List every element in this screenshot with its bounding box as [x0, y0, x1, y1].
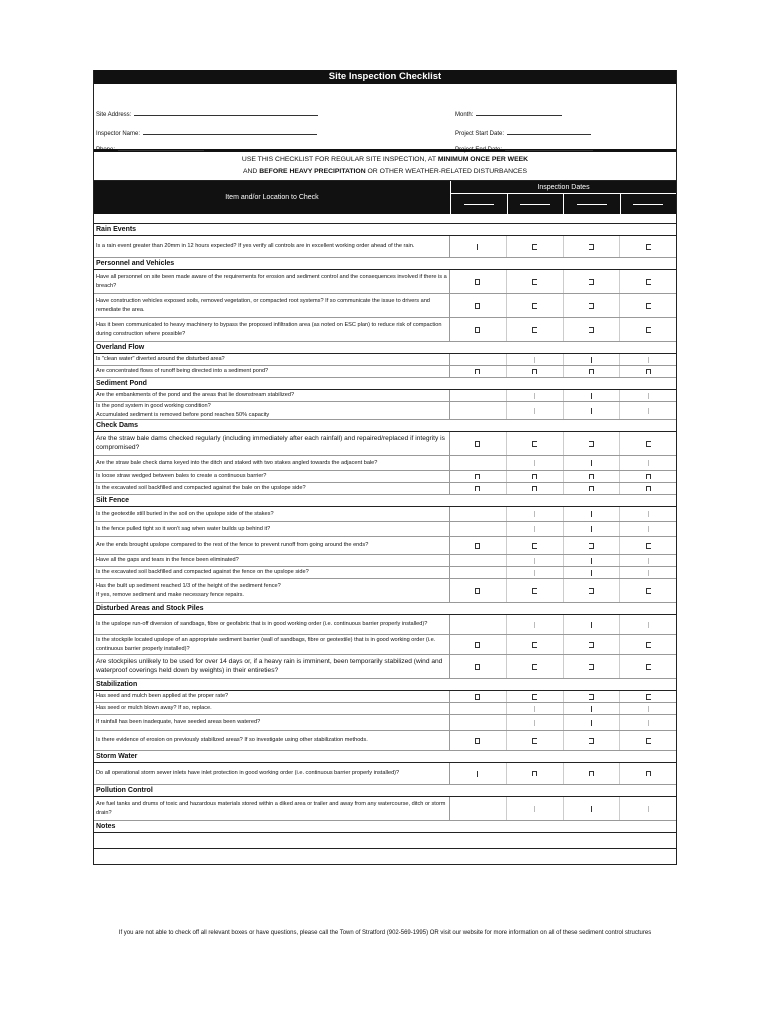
checkbox-mark	[532, 771, 537, 776]
project-end-field[interactable]: Project End Date:	[455, 145, 593, 153]
check-cell-3[interactable]	[564, 456, 621, 470]
checklist-question: Is "clean water" diverted around the disturbed area?	[94, 354, 450, 365]
project-start-field[interactable]: Project Start Date:	[455, 129, 591, 137]
check-cell-2[interactable]	[507, 318, 564, 341]
date-column-3[interactable]	[563, 194, 620, 214]
check-cell-1[interactable]	[450, 715, 507, 730]
check-cell-2[interactable]	[507, 731, 564, 750]
checkbox-mark	[589, 642, 594, 648]
checklist-row	[94, 270, 676, 294]
checklist-row	[94, 390, 676, 402]
checkbox-mark	[591, 570, 592, 576]
check-cell-1[interactable]	[450, 763, 507, 784]
checkbox-mark	[475, 474, 480, 479]
check-cell-4[interactable]	[620, 471, 676, 482]
check-cell-4[interactable]	[620, 432, 676, 455]
checkbox-mark	[646, 303, 651, 309]
check-cell-1[interactable]	[450, 456, 507, 470]
check-cell-4[interactable]	[620, 555, 676, 566]
checkbox-mark	[589, 664, 594, 670]
check-cell-4[interactable]	[620, 522, 676, 536]
checklist-question: Are stockpiles unlikely to be used for over 14 days or, if a heavy rain is imminent, been temporarily stabilized (wind and waterproof coverings held down by weights) in their entireties?	[94, 655, 450, 678]
checklist-row	[94, 354, 676, 366]
checkbox-mark	[648, 558, 649, 564]
checklist-row	[94, 635, 676, 655]
check-cell-3[interactable]	[564, 432, 621, 455]
section-heading: Pollution Control	[94, 785, 676, 797]
checkbox-mark	[646, 543, 651, 549]
check-cell-2[interactable]	[507, 366, 564, 377]
check-cell-3[interactable]	[564, 294, 621, 317]
checklist-question: Is the upslope run-off diversion of sandbags, fibre or geofabric that is in good working order (i.e. continuous barrier properly installed)?	[94, 615, 450, 634]
checklist-question: Is the excavated soil backfilled and compacted against the fence on the upslope side?	[94, 567, 450, 578]
check-cell-2[interactable]	[507, 432, 564, 455]
checklist-row	[94, 579, 676, 603]
checklist-question: Are the straw bale dams checked regularly (including immediately after each rainfall) and repaired/replaced if integrity is compromised?	[94, 432, 450, 455]
checkbox-mark	[534, 622, 535, 628]
check-cell-3[interactable]	[564, 366, 621, 377]
checkbox-mark	[534, 706, 535, 712]
check-cell-1[interactable]	[450, 703, 507, 714]
check-cell-2[interactable]	[507, 537, 564, 554]
checklist-row	[94, 763, 676, 785]
checklist-row	[94, 537, 676, 555]
checklist-question: Have all personnel on site been made aware of the requirements for erosion and sediment control and the consequences involved if there is a breach?	[94, 270, 450, 293]
checkbox-mark	[591, 622, 592, 628]
checkbox-mark	[589, 441, 594, 447]
checklist-body	[94, 224, 676, 821]
check-cell-2[interactable]	[507, 763, 564, 784]
checklist-row	[94, 318, 676, 342]
checkbox-mark	[648, 570, 649, 576]
checkbox-mark	[646, 327, 651, 333]
checkbox-mark	[591, 706, 592, 712]
check-cell-2[interactable]	[507, 483, 564, 494]
checkbox-mark	[648, 806, 649, 812]
checkbox-mark	[475, 327, 480, 333]
check-cell-4[interactable]	[620, 294, 676, 317]
check-cell-4[interactable]	[620, 797, 676, 820]
checkbox-mark	[646, 486, 651, 491]
checkbox-mark	[648, 526, 649, 532]
check-cell-4[interactable]	[620, 579, 676, 602]
checkbox-mark	[589, 327, 594, 333]
checklist-row	[94, 703, 676, 715]
checklist-question: Is there evidence of erosion on previously stabilized areas? If so investigate using other stabilization methods.	[94, 731, 450, 750]
checkbox-mark	[532, 327, 537, 333]
checklist-row	[94, 402, 676, 420]
section-heading: Sediment Pond	[94, 378, 676, 390]
check-cell-3[interactable]	[564, 522, 621, 536]
section-heading: Disturbed Areas and Stock Piles	[94, 603, 676, 615]
checkbox-mark	[646, 664, 651, 670]
checkbox-mark	[532, 486, 537, 491]
check-cell-3[interactable]	[564, 763, 621, 784]
check-cell-1[interactable]	[450, 318, 507, 341]
check-cell-3[interactable]	[564, 797, 621, 820]
checklist-question: If rainfall has been inadequate, have seeded areas been watered?	[94, 715, 450, 730]
checkbox-mark	[532, 694, 537, 700]
checklist-question: Is the stockpile located upslope of an appropriate sediment barrier (wall of sandbags, fibre or geotextile) that is in good working order (i.e. continuous barrier properly installed)?	[94, 635, 450, 654]
check-cell-3[interactable]	[564, 270, 621, 293]
checkbox-mark	[534, 357, 535, 363]
checklist-row	[94, 483, 676, 495]
checklist-question: Has seed and mulch been applied at the proper rate?	[94, 691, 450, 702]
checkbox-mark	[532, 441, 537, 447]
checklist-row	[94, 366, 676, 378]
checkbox-mark	[591, 806, 592, 812]
page-title: Site Inspection Checklist	[94, 70, 676, 84]
check-cell-2[interactable]	[507, 615, 564, 634]
checklist-question: Are the ends brought upslope compared to the rest of the fence to prevent runoff from going around the ends?	[94, 537, 450, 554]
checklist-question: Do all operational storm sewer inlets have inlet protection in good working order (i.e. continuous barrier properly installed)?	[94, 763, 450, 784]
check-cell-2[interactable]	[507, 456, 564, 470]
check-cell-2[interactable]	[507, 354, 564, 365]
checkbox-mark	[534, 558, 535, 564]
check-cell-3[interactable]	[564, 567, 621, 578]
checkbox-mark	[591, 720, 592, 726]
checkbox-mark	[648, 357, 649, 363]
check-cell-2[interactable]	[507, 691, 564, 702]
checklist-question: Have construction vehicles exposed soils, removed vegetation, or compacted root systems? If so communicate the issue to drivers and remediate the area.	[94, 294, 450, 317]
check-cell-3[interactable]	[564, 655, 621, 678]
date-column-4[interactable]	[620, 194, 677, 214]
checkbox-mark	[646, 642, 651, 648]
checkbox-mark	[475, 369, 480, 374]
checkbox-mark	[534, 526, 535, 532]
checkbox-mark	[532, 369, 537, 374]
checklist-row	[94, 471, 676, 483]
check-cell-2[interactable]	[507, 507, 564, 521]
section-heading: Stabilization	[94, 679, 676, 691]
checklist-question: Is the pond system in good working condition? Accumulated sediment is removed before pond reaches 50% capacity	[94, 402, 450, 419]
date-column-2[interactable]	[507, 194, 564, 214]
checkbox-mark	[591, 408, 592, 414]
check-cell-2[interactable]	[507, 655, 564, 678]
check-cell-3[interactable]	[564, 390, 621, 401]
check-cell-1[interactable]	[450, 294, 507, 317]
check-cell-3[interactable]	[564, 555, 621, 566]
check-cell-4[interactable]	[620, 456, 676, 470]
checklist-row	[94, 731, 676, 751]
check-cell-3[interactable]	[564, 703, 621, 714]
checkbox-mark	[475, 543, 480, 549]
check-cell-1[interactable]	[450, 615, 507, 634]
check-cell-1[interactable]	[450, 432, 507, 455]
date-column-1[interactable]	[450, 194, 507, 214]
check-cell-1[interactable]	[450, 236, 507, 257]
check-cell-4[interactable]	[620, 691, 676, 702]
check-cell-3[interactable]	[564, 691, 621, 702]
checkbox-mark	[646, 474, 651, 479]
check-cell-3[interactable]	[564, 354, 621, 365]
check-cell-4[interactable]	[620, 537, 676, 554]
check-cell-4[interactable]	[620, 402, 676, 419]
checkbox-mark	[646, 588, 651, 594]
check-cell-4[interactable]	[620, 703, 676, 714]
checklist-sheet	[93, 70, 677, 865]
checkbox-mark	[477, 244, 478, 250]
check-cell-1[interactable]	[450, 390, 507, 401]
checkbox-mark	[648, 720, 649, 726]
check-cell-2[interactable]	[507, 522, 564, 536]
check-cell-3[interactable]	[564, 318, 621, 341]
check-cell-4[interactable]	[620, 731, 676, 750]
checklist-question: Is the excavated soil backfilled and compacted against the bale on the upslope side?	[94, 483, 450, 494]
checkbox-mark	[646, 369, 651, 374]
check-cell-1[interactable]	[450, 537, 507, 554]
checklist-row	[94, 715, 676, 731]
checkbox-mark	[646, 244, 651, 250]
checklist-question: Are concentrated flows of runoff being directed into a sediment pond?	[94, 366, 450, 377]
checklist-row	[94, 294, 676, 318]
check-cell-4[interactable]	[620, 635, 676, 654]
checklist-question: Are the straw bale check dams keyed into the ditch and staked with two stakes angled towards the adjacent bale?	[94, 456, 450, 470]
checkbox-mark	[648, 706, 649, 712]
check-cell-4[interactable]	[620, 270, 676, 293]
checklist-row	[94, 555, 676, 567]
check-cell-1[interactable]	[450, 555, 507, 566]
check-cell-1[interactable]	[450, 522, 507, 536]
checkbox-mark	[532, 303, 537, 309]
check-cell-4[interactable]	[620, 236, 676, 257]
check-cell-4[interactable]	[620, 390, 676, 401]
check-cell-2[interactable]	[507, 294, 564, 317]
checkbox-mark	[589, 474, 594, 479]
check-cell-2[interactable]	[507, 797, 564, 820]
checkbox-mark	[589, 543, 594, 549]
check-cell-4[interactable]	[620, 655, 676, 678]
check-cell-2[interactable]	[507, 390, 564, 401]
check-cell-4[interactable]	[620, 567, 676, 578]
check-cell-3[interactable]	[564, 635, 621, 654]
checkbox-mark	[589, 244, 594, 250]
check-cell-2[interactable]	[507, 402, 564, 419]
checkbox-mark	[591, 558, 592, 564]
checkbox-mark	[475, 441, 480, 447]
check-cell-1[interactable]	[450, 797, 507, 820]
checkbox-mark	[589, 369, 594, 374]
checklist-row	[94, 797, 676, 821]
check-cell-1[interactable]	[450, 731, 507, 750]
checkbox-mark	[589, 694, 594, 700]
check-cell-2[interactable]	[507, 555, 564, 566]
checkbox-mark	[646, 694, 651, 700]
checkbox-mark	[532, 738, 537, 744]
checklist-question: Is the fence pulled tight so it won't sag when water builds up behind it?	[94, 522, 450, 536]
section-heading: Personnel and Vehicles	[94, 258, 676, 270]
check-cell-4[interactable]	[620, 507, 676, 521]
checkbox-mark	[648, 460, 649, 466]
checklist-row	[94, 236, 676, 258]
checkbox-mark	[475, 664, 480, 670]
check-cell-3[interactable]	[564, 483, 621, 494]
checkbox-mark	[589, 771, 594, 776]
checklist-question: Are the embankments of the pond and the areas that lie downstream stabilized?	[94, 390, 450, 401]
checkbox-mark	[591, 511, 592, 517]
checkbox-mark	[475, 738, 480, 744]
check-cell-3[interactable]	[564, 731, 621, 750]
section-heading: Overland Flow	[94, 342, 676, 354]
check-cell-4[interactable]	[620, 715, 676, 730]
check-cell-3[interactable]	[564, 236, 621, 257]
notes-heading: Notes	[94, 821, 676, 833]
checklist-row	[94, 615, 676, 635]
check-cell-3[interactable]	[564, 615, 621, 634]
check-cell-2[interactable]	[507, 270, 564, 293]
check-cell-1[interactable]	[450, 471, 507, 482]
checkbox-mark	[591, 460, 592, 466]
check-cell-1[interactable]	[450, 507, 507, 521]
checkbox-mark	[591, 393, 592, 399]
checkbox-mark	[532, 642, 537, 648]
check-cell-2[interactable]	[507, 715, 564, 730]
checkbox-mark	[589, 486, 594, 491]
checkbox-mark	[646, 771, 651, 776]
checkbox-mark	[648, 393, 649, 399]
phone-field[interactable]: Phone:	[96, 145, 204, 153]
check-cell-1[interactable]	[450, 402, 507, 419]
checkbox-mark	[648, 511, 649, 517]
check-cell-3[interactable]	[564, 537, 621, 554]
checklist-question: Is a rain event greater than 20mm in 12 hours expected? If yes verify all controls are in excellent working order ahead of the rain.	[94, 236, 450, 257]
info-block	[94, 84, 676, 152]
checklist-question: Are fuel tanks and drums of toxic and hazardous materials stored within a diked area or trailer and away from any watercourse, ditch or storm drain?	[94, 797, 450, 820]
checklist-question: Has seed or mulch blown away? If so, replace.	[94, 703, 450, 714]
check-cell-4[interactable]	[620, 615, 676, 634]
checklist-question: Has the built up sediment reached 1/3 of the height of the sediment fence? If yes, remove sediment and make necessary fence repairs.	[94, 579, 450, 602]
check-cell-4[interactable]	[620, 366, 676, 377]
check-cell-3[interactable]	[564, 507, 621, 521]
check-cell-1[interactable]	[450, 270, 507, 293]
item-column-header: Item and/or Location to Check	[225, 194, 319, 201]
check-cell-2[interactable]	[507, 567, 564, 578]
checkbox-mark	[532, 474, 537, 479]
checkbox-mark	[475, 303, 480, 309]
checklist-row	[94, 522, 676, 537]
checkbox-mark	[475, 588, 480, 594]
check-cell-4[interactable]	[620, 318, 676, 341]
checkbox-mark	[534, 460, 535, 466]
check-cell-2[interactable]	[507, 471, 564, 482]
checkbox-mark	[591, 357, 592, 363]
checklist-row	[94, 432, 676, 456]
checkbox-mark	[475, 642, 480, 648]
checklist-question: Is the geotextile still buried in the soil on the upslope side of the stakes?	[94, 507, 450, 521]
checkbox-mark	[534, 570, 535, 576]
check-cell-4[interactable]	[620, 763, 676, 784]
checkbox-mark	[646, 279, 651, 285]
checkbox-mark	[589, 303, 594, 309]
checkbox-mark	[475, 279, 480, 285]
checklist-question: Is loose straw wedged between bales to create a continuous barrier?	[94, 471, 450, 482]
checkbox-mark	[534, 720, 535, 726]
check-cell-2[interactable]	[507, 236, 564, 257]
inspector-name-field[interactable]: Inspector Name:	[96, 129, 317, 137]
check-cell-3[interactable]	[564, 402, 621, 419]
check-cell-1[interactable]	[450, 354, 507, 365]
checkbox-mark	[532, 588, 537, 594]
checkbox-mark	[477, 771, 478, 777]
section-heading: Silt Fence	[94, 495, 676, 507]
table-header	[94, 181, 676, 214]
check-cell-3[interactable]	[564, 471, 621, 482]
month-field[interactable]: Month:	[455, 110, 562, 118]
checklist-row	[94, 507, 676, 522]
checkbox-mark	[532, 664, 537, 670]
checklist-row	[94, 567, 676, 579]
footer-note: If you are not able to check off all relevant boxes or have questions, please call the Town of Stratford (902-569-1995) OR visit our website for more information on all of these sediment control structures	[118, 930, 652, 936]
check-cell-2[interactable]	[507, 703, 564, 714]
check-cell-1[interactable]	[450, 691, 507, 702]
checklist-question: Has it been communicated to heavy machinery to bypass the proposed infiltration area (as noted on ESC plan) to reduce risk of compaction during construction where possible?	[94, 318, 450, 341]
check-cell-1[interactable]	[450, 567, 507, 578]
checkbox-mark	[475, 486, 480, 491]
section-heading: Storm Water	[94, 751, 676, 763]
checkbox-mark	[646, 738, 651, 744]
section-heading: Rain Events	[94, 224, 676, 236]
checkbox-mark	[534, 408, 535, 414]
inspection-dates-header: Inspection Dates	[450, 181, 676, 194]
check-cell-1[interactable]	[450, 483, 507, 494]
notes-area[interactable]	[94, 833, 676, 865]
check-cell-1[interactable]	[450, 366, 507, 377]
check-cell-4[interactable]	[620, 483, 676, 494]
check-cell-1[interactable]	[450, 635, 507, 654]
checkbox-mark	[589, 279, 594, 285]
checklist-row	[94, 691, 676, 703]
section-heading: Check Dams	[94, 420, 676, 432]
checkbox-mark	[648, 622, 649, 628]
check-cell-2[interactable]	[507, 635, 564, 654]
checkbox-mark	[532, 244, 537, 250]
checklist-question: Have all the gaps and tears in the fence been eliminated?	[94, 555, 450, 566]
checkbox-mark	[532, 543, 537, 549]
checkbox-mark	[646, 441, 651, 447]
checkbox-mark	[534, 511, 535, 517]
check-cell-2[interactable]	[507, 579, 564, 602]
check-cell-3[interactable]	[564, 715, 621, 730]
checkbox-mark	[475, 694, 480, 700]
checklist-row	[94, 456, 676, 471]
checklist-row	[94, 655, 676, 679]
checkbox-mark	[648, 408, 649, 414]
checkbox-mark	[532, 279, 537, 285]
usage-instructions: USE THIS CHECKLIST FOR REGULAR SITE INSPECTION, AT MINIMUM ONCE PER WEEK AND BEFORE HEAVY PRECIPITATION OR OTHER WEATHER-RELATED DISTURBANCES	[94, 152, 676, 181]
site-address-field[interactable]: Site Address:	[96, 110, 318, 118]
checkbox-mark	[589, 588, 594, 594]
checkbox-mark	[534, 806, 535, 812]
check-cell-1[interactable]	[450, 579, 507, 602]
checkbox-mark	[534, 393, 535, 399]
checkbox-mark	[589, 738, 594, 744]
check-cell-1[interactable]	[450, 655, 507, 678]
check-cell-4[interactable]	[620, 354, 676, 365]
check-cell-3[interactable]	[564, 579, 621, 602]
checkbox-mark	[591, 526, 592, 532]
